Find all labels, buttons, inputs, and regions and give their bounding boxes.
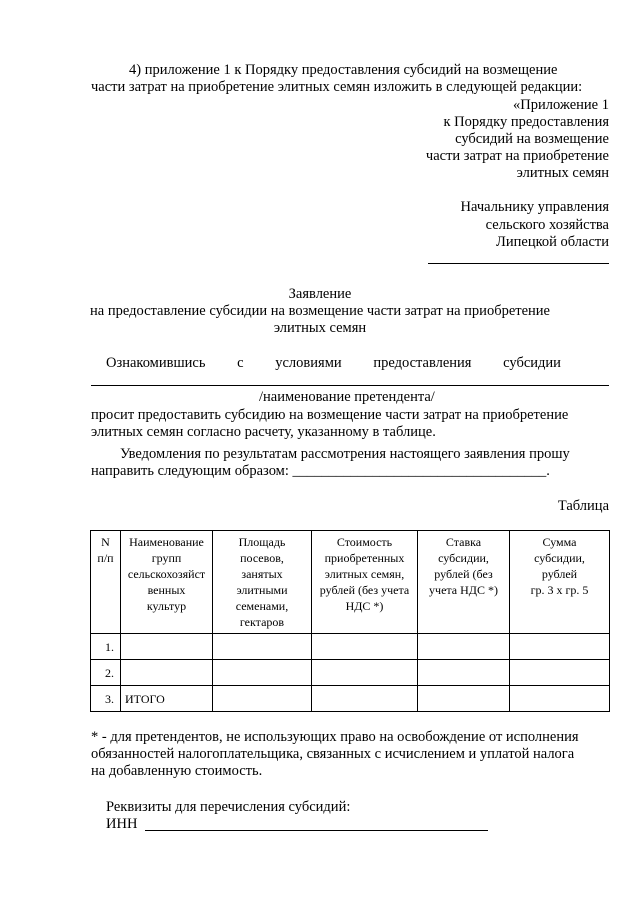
total-label-cell: ИТОГО: [121, 686, 213, 712]
table-cell: [510, 634, 610, 660]
header-cell-rate: Ставка субсидии, рублей (без учета НДС *): [418, 531, 510, 634]
table-cell: [418, 660, 510, 686]
annex-header-line: части затрат на приобретение: [425, 148, 609, 164]
word: условиями: [275, 355, 342, 371]
table-cell: [121, 634, 213, 660]
request-line-2: элитных семян согласно расчету, указанному в таблице.: [91, 424, 436, 440]
request-line-1: просит предоставить субсидию на возмещение части затрат на приобретение: [91, 407, 569, 423]
word: предоставления: [373, 355, 472, 371]
header-cell-number: N п/п: [91, 531, 121, 634]
addressee-line: Липецкой области: [496, 234, 609, 250]
table-cell: [213, 660, 312, 686]
word: с: [237, 355, 244, 371]
table-row: [91, 634, 610, 660]
row-number-cell: 1.: [91, 634, 121, 660]
table-caption: Таблица: [557, 498, 609, 514]
applicant-caption: /наименование претендента/: [259, 389, 435, 405]
annex-header-line: элитных семян: [516, 165, 609, 181]
table-header-row: [91, 531, 610, 634]
table-cell: [213, 634, 312, 660]
table-cell: [121, 660, 213, 686]
document-subtitle-line: на предоставление субсидии на возмещение части затрат на приобретение: [90, 303, 550, 319]
annex-header-line: субсидий на возмещение: [455, 131, 609, 147]
annex-header-line: «Приложение 1: [513, 97, 609, 113]
table-cell: [418, 686, 510, 712]
header-cell-cost: Стоимость приобретенных элитных семян, рублей (без учета НДС *): [312, 531, 418, 634]
applicant-name-line: [91, 385, 609, 386]
table-cell: [418, 634, 510, 660]
table-cell: [510, 686, 610, 712]
footnote-line-3: на добавленную стоимость.: [91, 763, 263, 779]
footnote-line-1: * - для претендентов, не использующих право на освобождение от исполнения: [91, 729, 579, 745]
requisites-title: Реквизиты для перечисления субсидий:: [106, 799, 351, 815]
header-cell-sum: Сумма субсидии, рублей гр. 3 х гр. 5: [510, 531, 610, 634]
table-cell: [312, 660, 418, 686]
word: субсидии: [503, 355, 561, 371]
header-cell-area: Площадь посевов, занятых элитными семенами, гектаров: [213, 531, 312, 634]
row-number-cell: 2.: [91, 660, 121, 686]
intro-line-1: 4) приложение 1 к Порядку предоставления субсидий на возмещение: [129, 62, 558, 78]
inn-field-line: [145, 830, 488, 831]
notice-line-1: Уведомления по результатам рассмотрения настоящего заявления прошу: [120, 446, 570, 462]
header-cell-crop-groups: Наименование групп сельскохозяйст венных культур: [121, 531, 213, 634]
table-cell: [312, 634, 418, 660]
annex-header-line: к Порядку предоставления: [443, 114, 609, 130]
addressee-line: Начальнику управления: [460, 199, 609, 215]
table-cell: [213, 686, 312, 712]
intro-line-2: части затрат на приобретение элитных семян изложить в следующей редакции:: [91, 79, 583, 95]
table-cell: [312, 686, 418, 712]
word: Ознакомившись: [106, 355, 206, 371]
addressee-signature-line: [428, 263, 609, 264]
document-title: Заявление: [288, 286, 352, 302]
document-subtitle-line: элитных семян: [273, 320, 367, 336]
addressee-line: сельского хозяйства: [485, 217, 609, 233]
table-row: [91, 660, 610, 686]
row-number-cell: 3.: [91, 686, 121, 712]
table-row-total: [91, 686, 610, 712]
table-cell: [510, 660, 610, 686]
familiar-conditions-line: [106, 355, 561, 372]
footnote-line-2: обязанностей налогоплательщика, связанных с исчислением и уплатой налога: [91, 746, 575, 762]
subsidy-table: [90, 530, 610, 712]
notice-line-2: направить следующим образом: ___________________________________.: [91, 463, 550, 479]
inn-label: ИНН: [106, 816, 138, 832]
